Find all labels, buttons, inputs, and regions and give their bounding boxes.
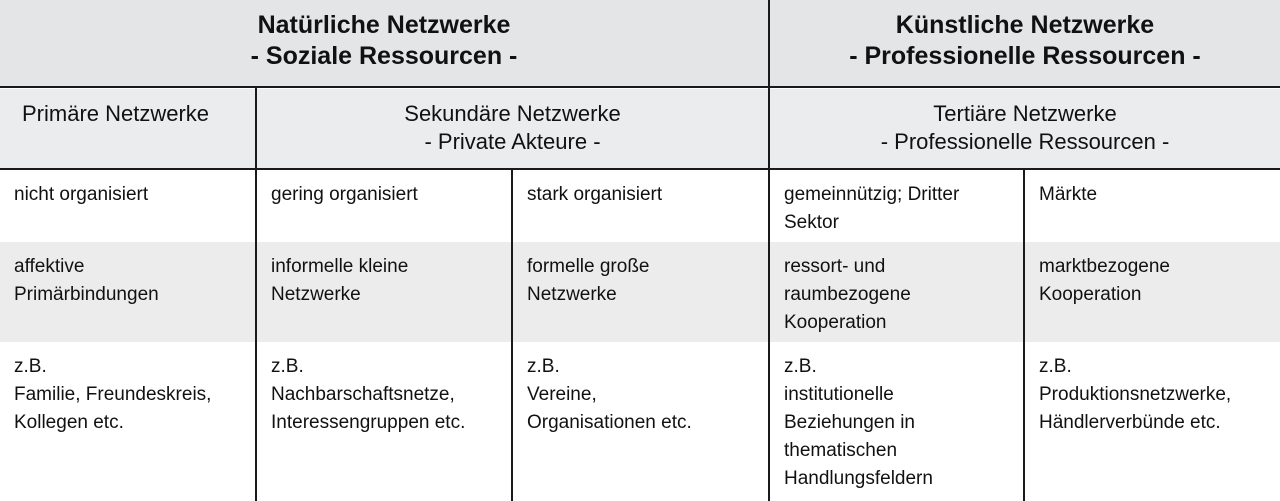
cell-text: z.B.: [527, 356, 560, 377]
cell-text: ressort- und: [784, 256, 886, 277]
cell-text: Vereine,: [527, 384, 597, 405]
cell-text: Sektor: [784, 212, 839, 233]
cell-text: raumbezogene: [784, 284, 911, 305]
cell-text: gemeinnützig; Dritter: [784, 184, 960, 205]
header-artificial: [770, 0, 1280, 86]
cell-text: Familie, Freundeskreis,: [14, 384, 212, 405]
table-cell: [770, 342, 1023, 501]
cell-text: Märkte: [1039, 184, 1098, 205]
cell-text: Nachbarschaftsnetze,: [271, 384, 455, 405]
table-cell: [257, 242, 511, 342]
table-cell: [0, 242, 255, 342]
header-artificial-subtitle: - Professionelle Ressourcen -: [849, 42, 1201, 70]
table-cell: [1025, 342, 1280, 501]
cell-text: Produktionsnetzwerke,: [1039, 384, 1232, 405]
table-cell: [0, 342, 255, 501]
cell-text: gering organisiert: [271, 184, 418, 205]
subheader-primary: [0, 88, 255, 168]
header-artificial-title: Künstliche Netzwerke: [895, 11, 1155, 39]
cell-text: Beziehungen in: [784, 412, 915, 433]
table-cell: [770, 170, 1023, 242]
cell-text: z.B.: [14, 356, 47, 377]
cell-text: Interessengruppen etc.: [271, 412, 466, 433]
subheader-secondary: [257, 88, 768, 168]
cell-text: Netzwerke: [271, 284, 361, 305]
subheader-secondary-subtitle: - Private Akteure -: [424, 129, 601, 154]
cell-text: Kooperation: [784, 312, 887, 333]
cell-text: z.B.: [1039, 356, 1072, 377]
header-natural-title: Natürliche Netzwerke: [257, 11, 511, 39]
cell-text: Organisationen etc.: [527, 412, 692, 433]
cell-text: informelle kleine: [271, 256, 409, 277]
cell-text: Händlerverbünde etc.: [1039, 412, 1221, 433]
cell-text: Kollegen etc.: [14, 412, 124, 433]
cell-text: marktbezogene: [1039, 256, 1170, 277]
table-cell: [257, 170, 511, 242]
table-cell: [1025, 242, 1280, 342]
cell-text: z.B.: [784, 356, 817, 377]
subheader-tertiary-title: Tertiäre Netzwerke: [933, 101, 1117, 126]
cell-text: affektive: [14, 256, 85, 277]
cell-text: nicht organisiert: [14, 184, 149, 205]
cell-text: Primärbindungen: [14, 284, 159, 305]
table-cell: [257, 342, 511, 501]
header-natural: [0, 0, 768, 86]
cell-text: Handlungsfeldern: [784, 468, 933, 489]
subheader-primary-title: Primäre Netzwerke: [22, 101, 210, 126]
subheader-secondary-title: Sekundäre Netzwerke: [404, 101, 621, 126]
cell-text: z.B.: [271, 356, 304, 377]
subheader-tertiary: [770, 88, 1280, 168]
cell-text: Netzwerke: [527, 284, 617, 305]
cell-text: Kooperation: [1039, 284, 1142, 305]
cell-text: institutionelle: [784, 384, 894, 405]
header-natural-subtitle: - Soziale Ressourcen -: [250, 42, 518, 70]
table-cell: [513, 242, 768, 342]
table-cell: [1025, 170, 1280, 242]
subheader-tertiary-subtitle: - Professionelle Ressourcen -: [880, 129, 1170, 154]
cell-text: thematischen: [784, 440, 898, 461]
cell-text: stark organisiert: [527, 184, 663, 205]
cell-text: formelle große: [527, 256, 650, 277]
table-cell: [513, 170, 768, 242]
table-cell: [770, 242, 1023, 342]
table-cell: [513, 342, 768, 501]
table-cell: [0, 170, 255, 242]
